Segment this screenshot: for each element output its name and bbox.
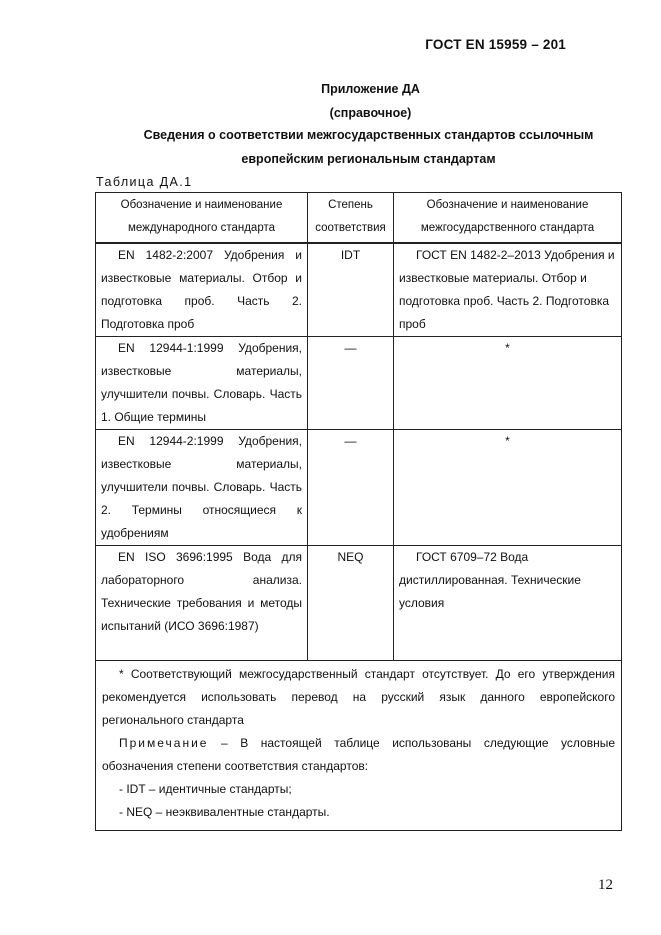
note-neq: - NEQ – неэквивалентные стандарты. [119,805,330,819]
note-text: – В настоящей таблице использованы следующие условные обозначения степени соответствия стандартов: [102,736,615,773]
cell-interstate: ГОСТ 6709–72 Вода дистиллированная. Технические условия [394,546,622,661]
table-header-row [96,193,622,244]
cell-degree: NEQ [308,546,394,661]
table-row [96,337,622,430]
appendix-heading-line2: европейским региональным стандартам [241,152,496,166]
cell-degree: IDT [308,243,394,337]
cell-international: EN ISO 3696:1995 Вода для лабораторного анализа. Технические требования и методы испытаний (ИСО 3696:1987) [96,546,308,661]
header-international-standard: Обозначение и наименование международного стандарта [96,193,308,244]
cell-degree: — [308,430,394,546]
table-notes-row [96,661,622,831]
appendix-heading-line1: Сведения о соответствии межгосударственных стандартов ссылочным [143,128,594,142]
table-row [96,243,622,337]
table-label: Таблица ДА.1 [96,175,193,189]
cell-degree: — [308,337,394,430]
notes-cell [96,661,622,831]
header-degree: Степень соответствия [308,193,394,244]
appendix-subtitle: (справочное) [329,106,412,120]
cell-international: EN 12944-1:1999 Удобрения, известковые материалы, улучшители почвы. Словарь. Часть 1. Общие термины [96,337,308,430]
document-code: ГОСТ EN 15959 – 201 [425,37,566,52]
table-row [96,546,622,661]
header-interstate-standard: Обозначение и наименование межгосударственного стандарта [394,193,622,244]
page-number: 12 [598,877,613,893]
cell-interstate: * [394,337,622,430]
cell-international: EN 12944-2:1999 Удобрения, известковые материалы, улучшители почвы. Словарь. Часть 2. Термины относящиеся к удобрениям [96,430,308,546]
correspondence-table [95,192,622,831]
note-idt: - IDT – идентичные стандарты; [119,782,292,796]
cell-international: EN 1482-2:2007 Удобрения и известковые материалы. Отбор и подготовка проб. Часть 2. Подготовка проб [96,243,308,337]
cell-interstate: * [394,430,622,546]
footnote-text: * Соответствующий межгосударственный стандарт отсутствует. До его утверждения рекомендуется использовать перевод на русский язык данного европейского регионального стандарта [102,667,615,727]
note-label: Примечание [119,736,209,750]
table-row [96,430,622,546]
cell-interstate: ГОСТ EN 1482-2–2013 Удобрения и известковые материалы. Отбор и подготовка проб. Часть 2. Подготовка проб [394,243,622,337]
note-paragraph [102,732,615,778]
appendix-title: Приложение ДА [321,82,420,96]
